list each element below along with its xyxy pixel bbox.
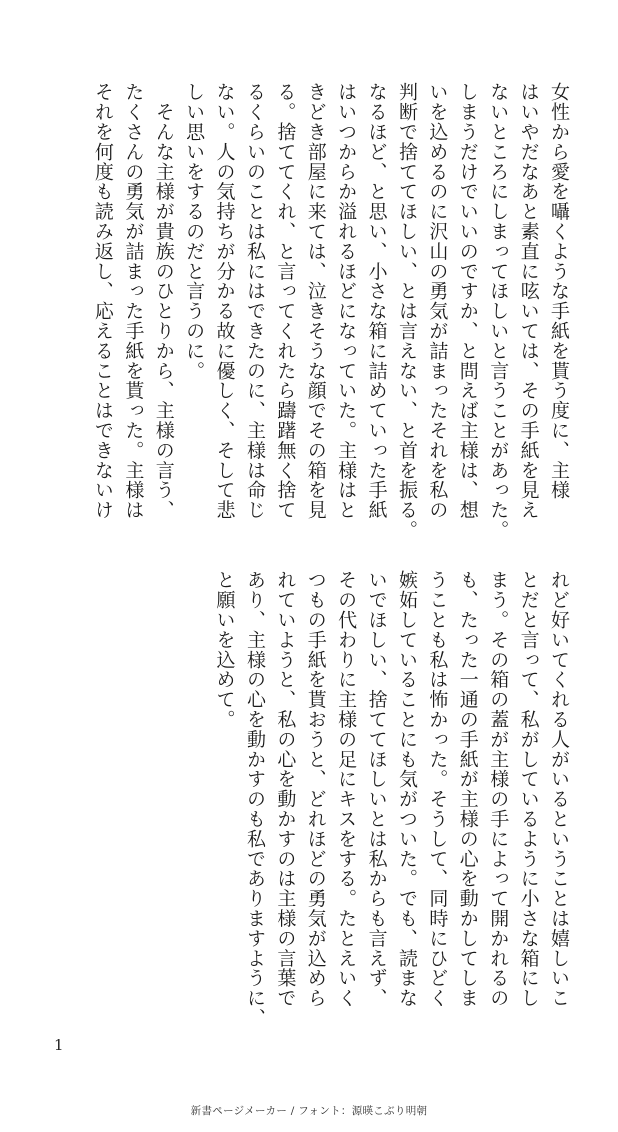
text-line: 判断で捨ててほしい、とは言えない、と首を振る。 [395,82,418,540]
text-line: その代わりに主様の足にキスをする。たとえいく [335,570,358,1008]
footer-credit: 新書ページメーカー / フォント：源暎こぶり明朝 [190,1105,428,1117]
text-line: まう。その箱の蓋が主様の手によって開かれるの [487,570,510,1008]
text-block-bottom [209,570,574,1028]
text-line: はいつからか溢れるほどになっていた。主様はと [335,82,358,520]
text-line: つもの手紙を貰おうと、どれほどの勇気が込めら [304,570,327,1008]
text-line: 嫉妬していることにも気がついた。でも、読まな [395,570,418,1008]
text-line: いでほしい、捨ててほしいとは私からも言えず、 [365,570,388,1008]
text-line: それを何度も読み返し、応えることはできないけ [91,82,114,520]
text-line: れど好いてくれる人がいるということは嬉しいこ [548,570,570,1008]
text-line: うことも私は怖かった。そうして、同時にひどく [426,570,449,1008]
text-line: そんな主様が貴族のひとりから、主様の言う、 [152,82,175,520]
text-line: るくらいのことは私にはできたのに、主様は命じ [243,82,266,520]
text-line: とだと言って、私がしているように小さな箱にし [517,570,540,1008]
text-line: しい思いをするのだと言うのに。 [183,82,206,381]
text-line: いを込めるのに沢山の勇気が詰まったそれを私の [426,82,449,520]
text-line: る。捨ててくれ、と言ってくれたら躊躇無く捨て [274,82,297,520]
text-line: たくさんの勇気が詰まった手紙を貰った。主様は [122,82,145,520]
text-line: れていようと、私の心を動かすのは主様の言葉で [274,570,297,1008]
text-line: と願いを込めて。 [213,570,236,730]
text-line: 女性から愛を囁くような手紙を貰う度に、主様 [548,82,570,500]
text-line: なるほど、と思い、小さな箱に詰めていった手紙 [365,82,388,520]
text-line: きどき部屋に来ては、泣きそうな顔でその箱を見 [304,82,327,520]
text-block-top [88,82,575,540]
text-line: はいやだなあと素直に呟いては、その手紙を見え [517,82,540,520]
page-number: 1 [54,1036,64,1054]
text-line: ないところにしまってほしいと言うことがあった。 [487,82,510,540]
text-line: しまうだけでいいのですか、と問えば主様は、想 [456,82,479,520]
text-line: あり、主様の心を動かすのも私でありますように、 [243,570,266,1028]
text-line: も、たった一通の手紙が主様の心を動かしてしま [456,570,479,1008]
text-line: ない。人の気持ちが分かる故に優しく、そして悲 [213,82,236,520]
